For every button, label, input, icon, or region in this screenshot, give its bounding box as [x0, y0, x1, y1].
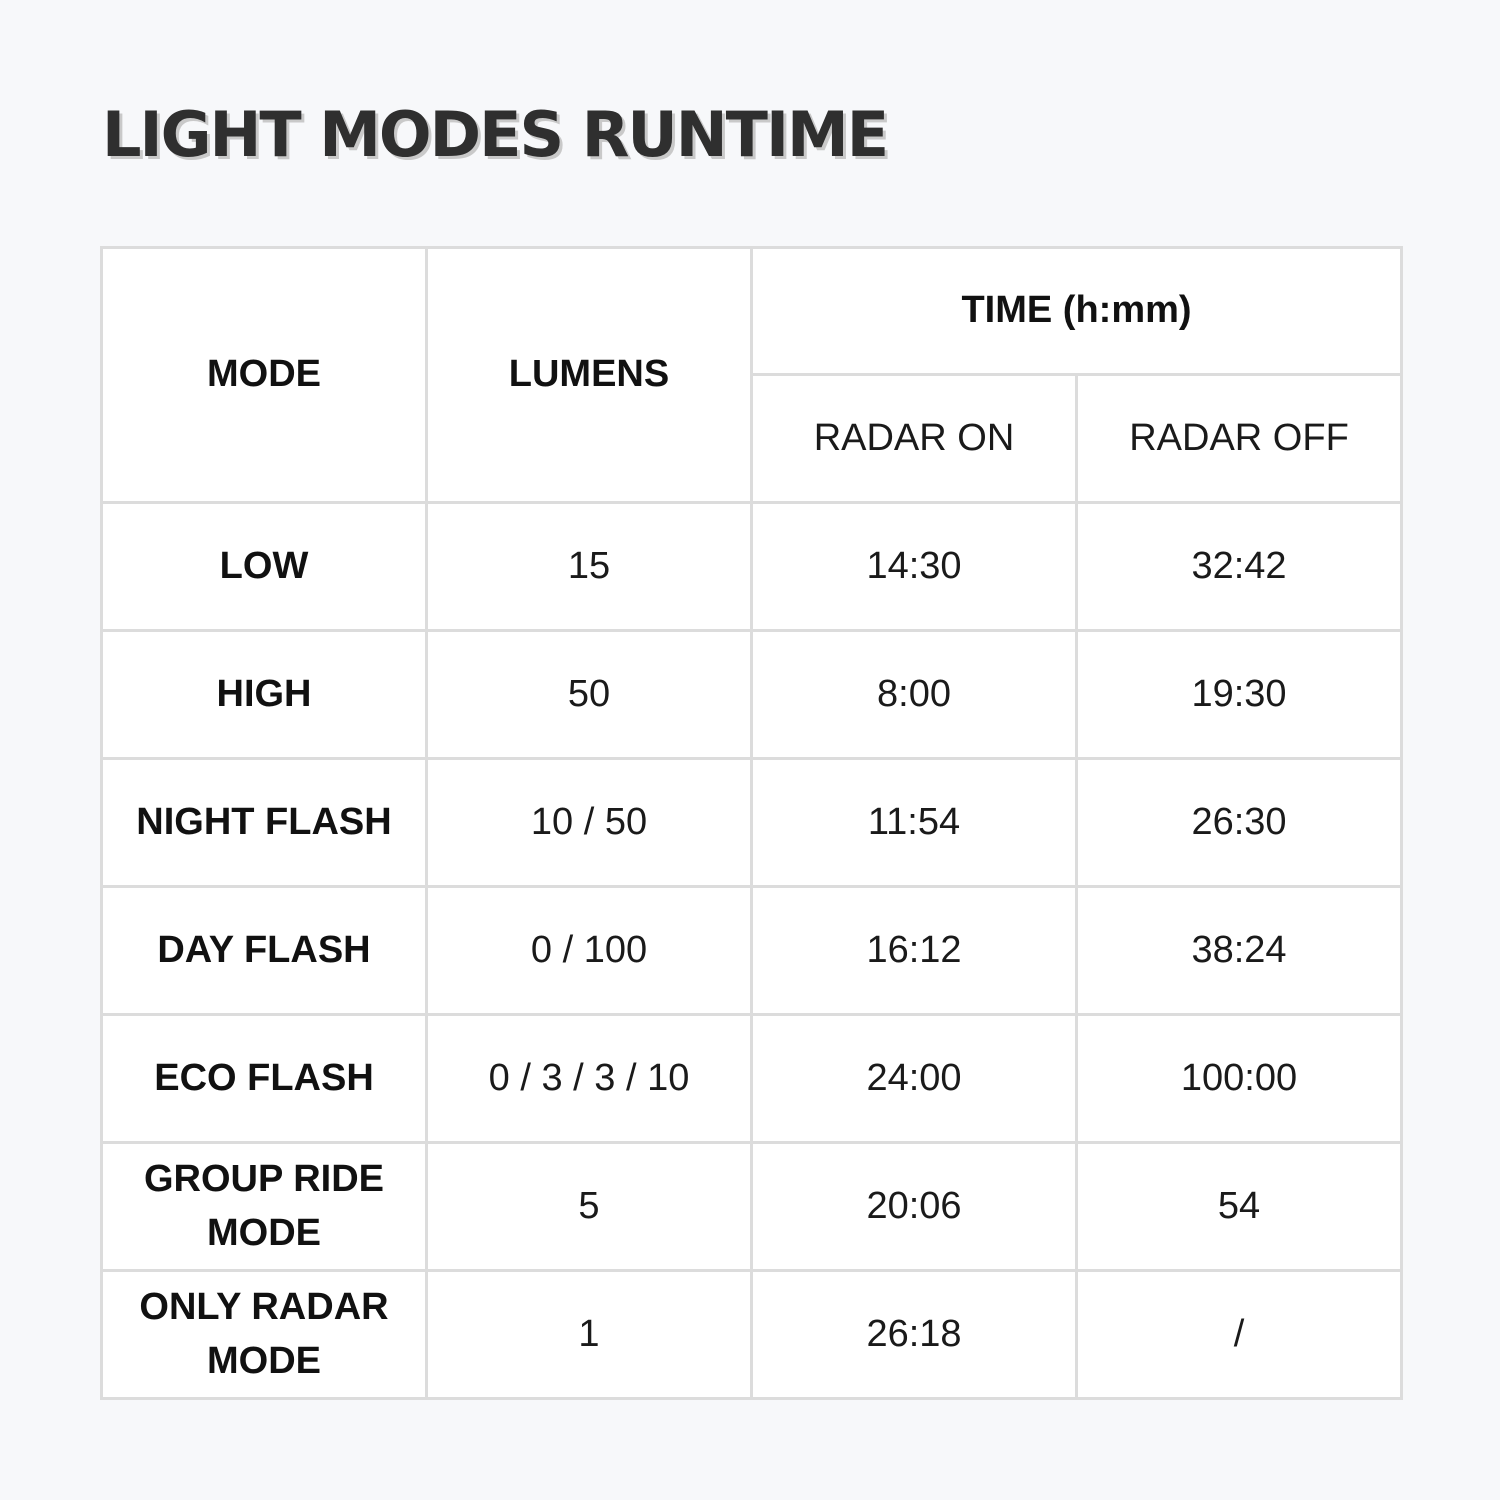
lumens-cell: 15 [427, 503, 752, 631]
header-time: TIME (h:mm) [752, 248, 1402, 375]
radar-off-cell: 19:30 [1077, 631, 1402, 759]
mode-cell: ONLY RADAR MODE [102, 1271, 427, 1399]
header-row [102, 248, 1402, 375]
runtime-table [100, 246, 1403, 1400]
lumens-cell: 0 / 100 [427, 887, 752, 1015]
header-radar-on: RADAR ON [752, 375, 1077, 503]
page-title: LIGHT MODES RUNTIME [102, 98, 888, 171]
mode-cell: GROUP RIDE MODE [102, 1143, 427, 1271]
lumens-cell: 50 [427, 631, 752, 759]
radar-on-cell: 26:18 [752, 1271, 1077, 1399]
table-row [102, 759, 1402, 887]
mode-cell: HIGH [102, 631, 427, 759]
radar-off-cell: 100:00 [1077, 1015, 1402, 1143]
lumens-cell: 0 / 3 / 3 / 10 [427, 1015, 752, 1143]
mode-cell: DAY FLASH [102, 887, 427, 1015]
lumens-cell: 5 [427, 1143, 752, 1271]
radar-on-cell: 16:12 [752, 887, 1077, 1015]
radar-off-cell: 54 [1077, 1143, 1402, 1271]
header-lumens: LUMENS [427, 248, 752, 503]
table-row [102, 1143, 1402, 1271]
radar-off-cell: / [1077, 1271, 1402, 1399]
radar-on-cell: 14:30 [752, 503, 1077, 631]
mode-cell: NIGHT FLASH [102, 759, 427, 887]
radar-off-cell: 38:24 [1077, 887, 1402, 1015]
radar-on-cell: 24:00 [752, 1015, 1077, 1143]
lumens-cell: 10 / 50 [427, 759, 752, 887]
mode-cell: ECO FLASH [102, 1015, 427, 1143]
table-row [102, 1271, 1402, 1399]
table-row [102, 1015, 1402, 1143]
header-mode: MODE [102, 248, 427, 503]
mode-cell: LOW [102, 503, 427, 631]
table-row [102, 631, 1402, 759]
radar-off-cell: 26:30 [1077, 759, 1402, 887]
radar-on-cell: 8:00 [752, 631, 1077, 759]
table-row [102, 887, 1402, 1015]
radar-on-cell: 11:54 [752, 759, 1077, 887]
header-radar-off: RADAR OFF [1077, 375, 1402, 503]
radar-off-cell: 32:42 [1077, 503, 1402, 631]
table-row [102, 503, 1402, 631]
radar-on-cell: 20:06 [752, 1143, 1077, 1271]
lumens-cell: 1 [427, 1271, 752, 1399]
